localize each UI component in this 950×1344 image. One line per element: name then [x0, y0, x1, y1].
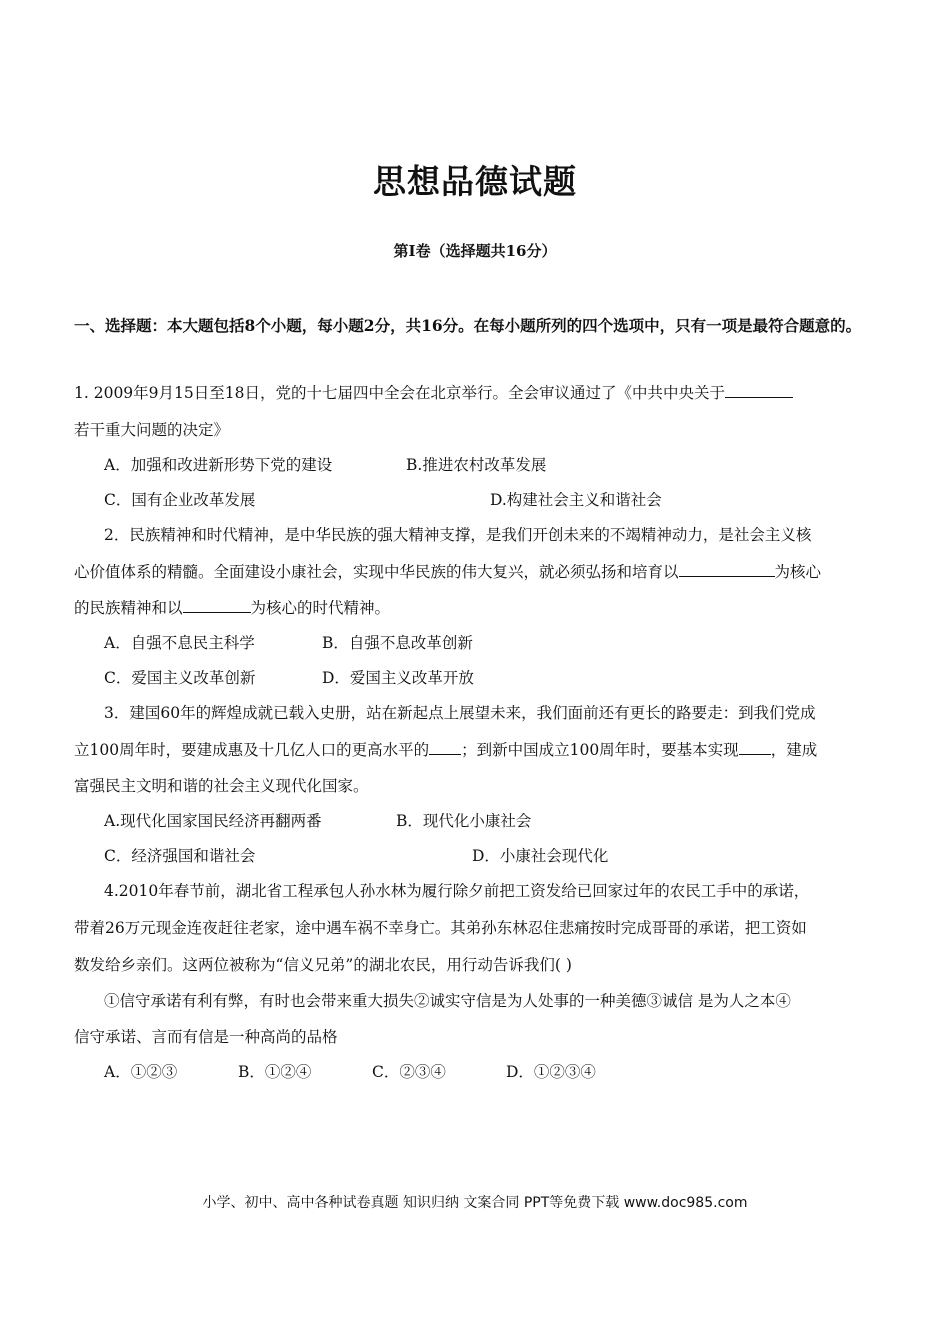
q3-option-b: B．现代化小康社会	[396, 812, 532, 830]
q2-stem-line3: 的民族精神和以 为核心的时代精神。	[74, 599, 391, 617]
q2-blank-1	[679, 576, 775, 577]
q2-option-c: C．爱国主义改革创新	[104, 669, 256, 687]
q3-stem-line3: 富强民主文明和谐的社会主义现代化国家。	[74, 777, 369, 795]
q4-option-c: C．②③④	[372, 1063, 446, 1081]
q4-stem-line1: 4.2010年春节前，湖北省工程承包人孙水林为履行除夕前把工资发给已回家过年的农民工手中的承诺，	[104, 882, 810, 900]
q2-blank-2	[183, 612, 251, 613]
q4-option-d: D．①②③④	[506, 1063, 596, 1081]
q3-blank-1	[429, 754, 461, 755]
q1-option-b: B.推进农村改革发展	[406, 456, 547, 474]
q2-stem-line2: 心价值体系的精髓。全面建设小康社会，实现中华民族的伟大复兴，就必须弘扬和培育以 为核心	[74, 563, 822, 581]
q4-stem-line3: 数发给乡亲们。这两位被称为“信义兄弟”的湖北农民，用行动告诉我们( )	[74, 956, 572, 974]
q1-option-d: D.构建社会主义和谐社会	[490, 491, 662, 509]
q2-option-b: B．自强不息改革创新	[322, 634, 473, 652]
q4-statements-line2: 信守承诺、言而有信是一种高尚的品格	[74, 1028, 338, 1046]
q1-stem-line2: 若干重大问题的决定》	[74, 421, 230, 439]
q3-stem-line2: 立100周年时，要建成惠及十几亿人口的更高水平的 ；到新中国成立100周年时，要基本实现 ，建成	[74, 741, 818, 759]
q3-stem-line1: 3．建国60年的辉煌成就已载入史册，站在新起点上展望未来，我们面前还有更长的路要走：到我们党成	[104, 704, 816, 722]
q2-stem-line1: 2．民族精神和时代精神，是中华民族的强大精神支撑，是我们开创未来的不竭精神动力，是社会主义核	[104, 526, 812, 544]
section-subtitle: 第Ⅰ卷（选择题共16分）	[393, 242, 557, 260]
page-title: 思想品德试题	[373, 162, 577, 201]
q3-blank-2	[739, 754, 771, 755]
q1-blank	[725, 397, 793, 398]
q4-statements-line1: ①信守承诺有利有弊，有时也会带来重大损失②诚实守信是为人处事的一种美德③诚信 是为人之本④	[104, 992, 791, 1010]
q3-option-d: D．小康社会现代化	[472, 847, 609, 865]
section-header: 一、选择题：本大题包括8个小题，每小题2分，共16分。在每小题所列的四个选项中，只有一项是最符合题意的。	[74, 316, 862, 335]
q4-stem-line2: 带着26万元现金连夜赶往老家，途中遇车祸不幸身亡。其弟孙东林忍住悲痛按时完成哥哥的承诺，把工资如	[74, 919, 807, 937]
q2-option-a: A．自强不息民主科学	[104, 634, 255, 652]
q1-option-c: C．国有企业改革发展	[104, 491, 256, 509]
q2-option-d: D．爱国主义改革开放	[322, 669, 474, 687]
q4-option-b: B．①②④	[238, 1063, 312, 1081]
q1-option-a: A．加强和改进新形势下党的建设	[104, 456, 333, 474]
q3-option-a: A.现代化国家国民经济再翻两番	[104, 812, 322, 830]
page-footer: 小学、初中、高中各种试卷真题 知识归纳 文案合同 PPT等免费下载 www.doc985.com	[202, 1195, 748, 1211]
q1-stem-line1: 1. 2009年9月15日至18日，党的十七届四中全会在北京举行。全会审议通过了《中共中央关于	[74, 383, 793, 403]
q3-option-c: C．经济强国和谐社会	[104, 847, 256, 865]
q4-option-a: A．①②③	[104, 1063, 178, 1081]
